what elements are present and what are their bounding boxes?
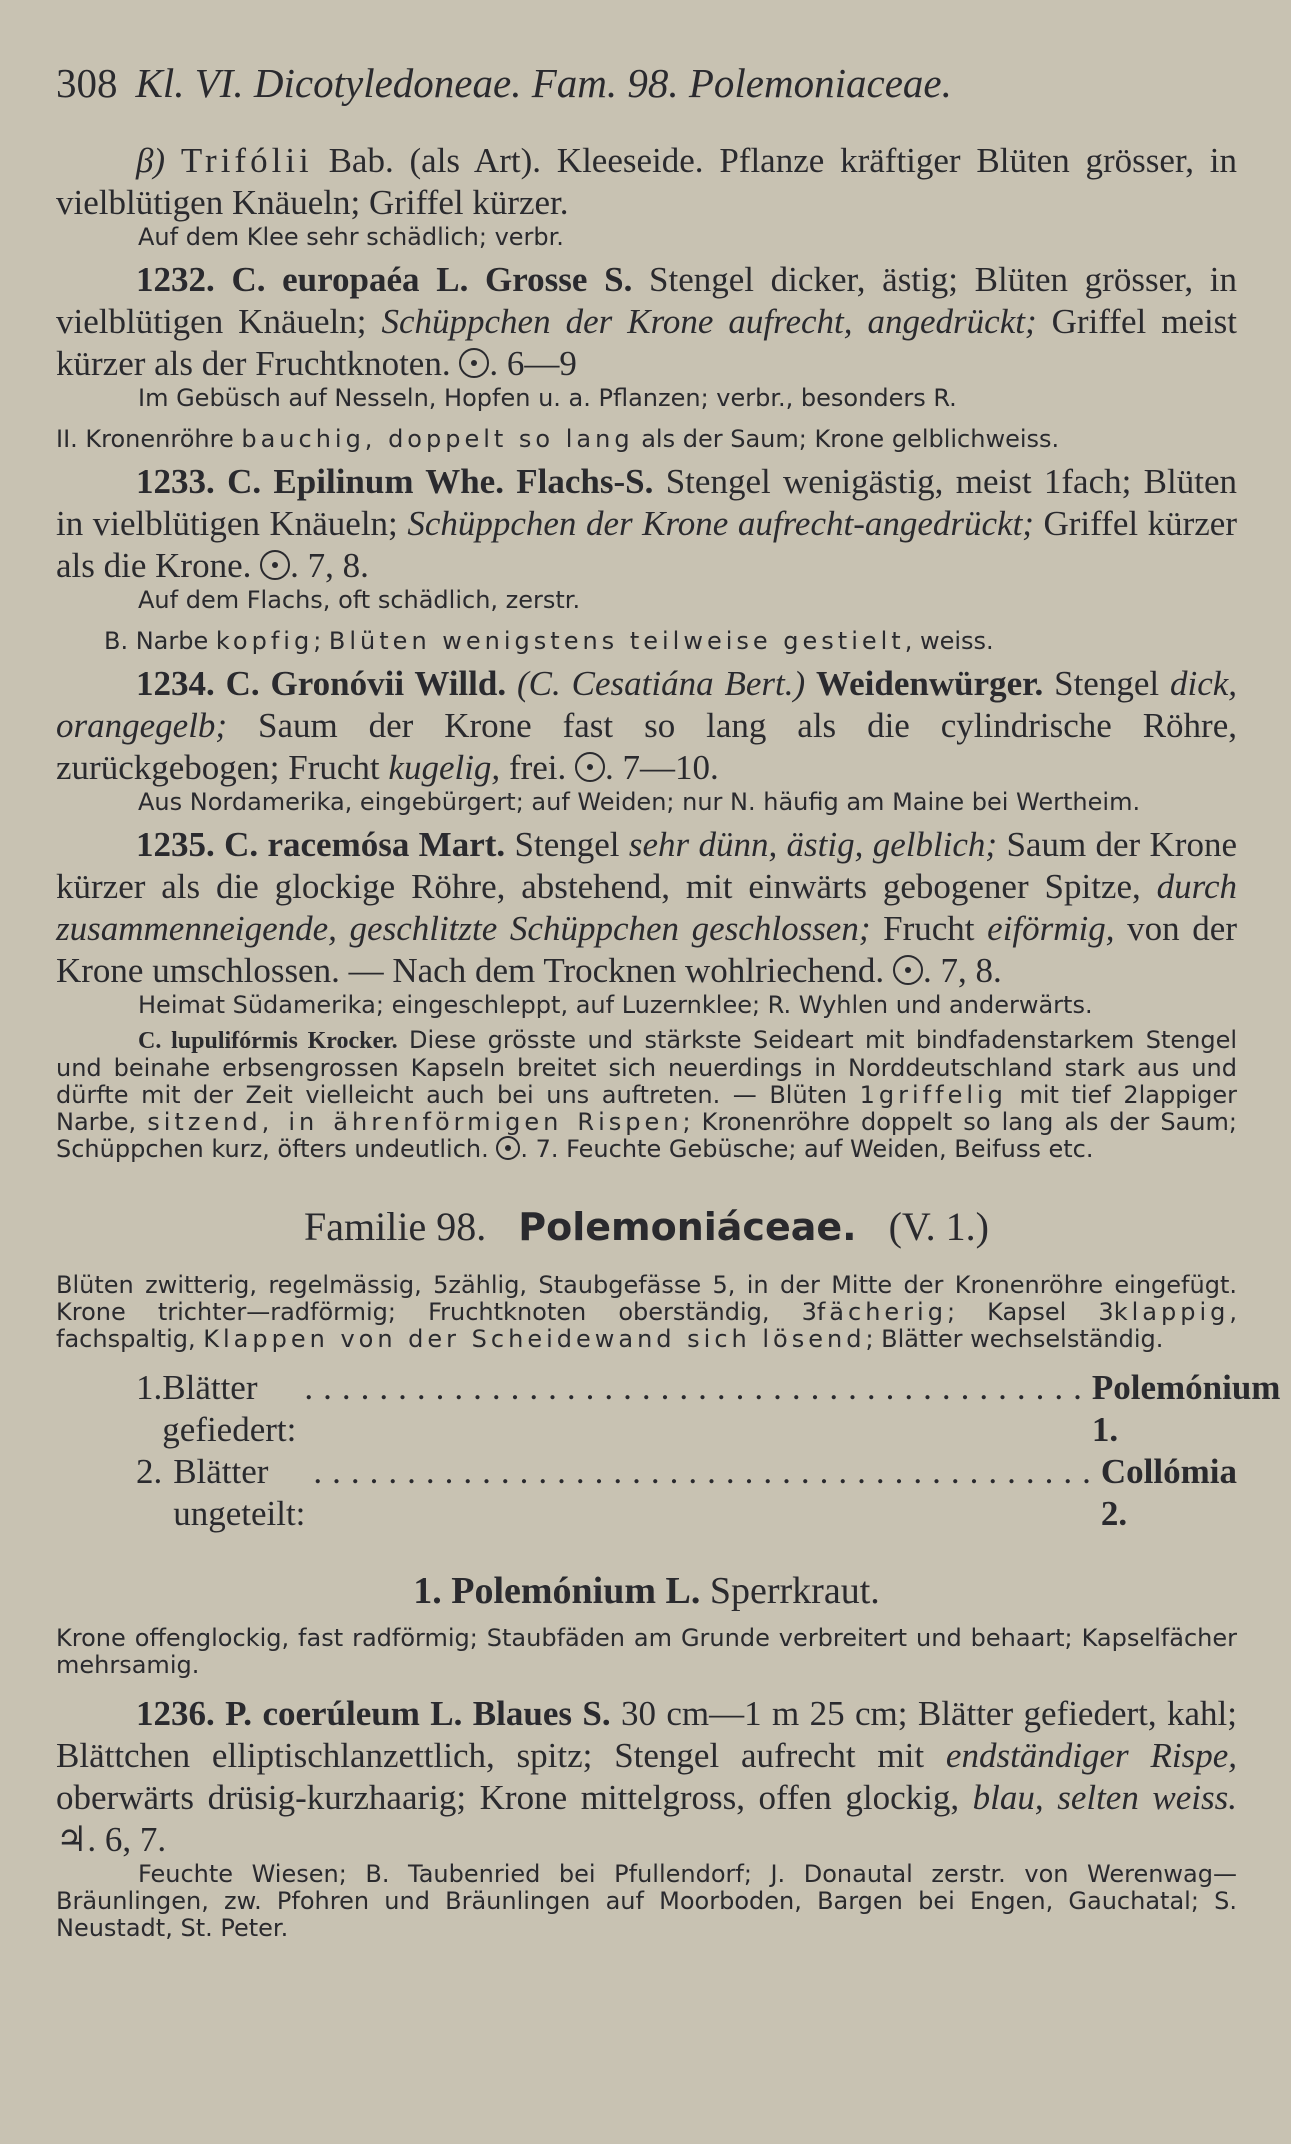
key-label: Blätter ungeteilt: <box>173 1452 306 1533</box>
family-heading <box>56 1203 1237 1250</box>
species-name: C. Epilinum Whe. <box>227 462 504 501</box>
annual-symbol-icon <box>459 348 489 378</box>
species-name: C. Gronóvii Willd. <box>225 664 507 703</box>
entry-1233: 1233. C. Epilinum Whe. Flachs-S. Stengel wenigästig, meist 1fach; Blüten in vielblütigen Knäueln; Schüppchen der Krone aufrecht-angedrückt; Griffel kürzer als die Krone. . 7, 8. <box>56 462 1238 585</box>
description: Frucht <box>883 909 975 948</box>
description-italic: endständiger Rispe, <box>945 1736 1237 1775</box>
entry-note: Heimat Südamerika; eingeschleppt, auf Luzernklee; R. Wyhlen und anderwärts. <box>138 991 1093 1019</box>
group-prefix: II. Kronenröhre <box>56 425 234 453</box>
group-text: ; <box>313 627 329 655</box>
description: Saum der Krone fast so lang als die cylindrische Röhre, zurückgebogen; Frucht <box>56 706 1237 787</box>
description: oberwärts drüsig-kurzhaarig; Krone mittelgross, offen glockig, <box>56 1778 960 1817</box>
entry-note: Auf dem Klee sehr schädlich; verbr. <box>138 223 564 251</box>
group-text: als der Saum; Krone gelblichweiss. <box>641 425 1060 453</box>
annual-symbol-icon <box>575 752 605 782</box>
flowering-months: 6—9 <box>506 344 577 383</box>
entry-note: Im Gebüsch auf Nesseln, Hopfen u. a. Pflanzen; verbr., besonders R. <box>138 384 957 412</box>
genus-heading <box>56 1569 1237 1613</box>
description-spaced: sitzend, in ährenförmigen Rispen <box>147 1108 683 1136</box>
variety-name: Trifólii <box>180 141 313 180</box>
linnaean-class: (V. 1.) <box>888 1204 989 1249</box>
entry-trifolii <box>56 140 1237 224</box>
species-name: C. lupulifórmis Krocker. <box>138 1028 398 1054</box>
family-text: ; Blätter wechselständig. <box>865 1325 1164 1353</box>
description-italic: eiförmig, <box>987 909 1115 948</box>
description-italic: Schüppchen der Krone aufrecht, angedrückt; <box>381 302 1037 341</box>
description-italic: sehr dünn, ästig, gelblich; <box>628 825 998 864</box>
description: Stengel wenigästig, meist 1fach; Blüten in vielblütigen Knäueln; <box>56 462 1237 543</box>
entry-note: Auf dem Flachs, oft schädlich, zerstr. <box>138 586 581 614</box>
key-leader-dots: .......................................... <box>313 1452 1101 1491</box>
entry-1236 <box>56 1693 1237 1861</box>
key-genus: Polemónium 1. <box>1091 1368 1281 1449</box>
synonym: (C. Cesatiána Bert.) <box>517 664 806 703</box>
description: Stengel <box>1054 664 1160 703</box>
species-name: P. coerúleum L. <box>225 1694 463 1733</box>
common-name: Blaues S. <box>472 1694 611 1733</box>
entry-number: 1234. <box>136 664 215 703</box>
flowering-months: 7, 8. <box>940 951 1002 990</box>
description: frei. <box>508 748 567 787</box>
entry-number: 1233. <box>136 462 215 501</box>
entry-note: Feuchte Wiesen; B. Taubenried bei Pfullendorf; J. Donautal zerstr. von Werenwag—Bräunlingen, zw. Pfohren und Bräunlingen auf Moorboden, Bargen bei Engen, Gauchatal; S. Neustadt, St. Peter. <box>56 1860 1237 1942</box>
key-number: 1. <box>136 1368 163 1407</box>
genus-common-name: Sperrkraut. <box>709 1570 880 1612</box>
group-text: , weiss. <box>904 627 994 655</box>
description: Griffel meist kürzer als der Fruchtknoten. <box>56 302 1238 383</box>
description: Stengel dicker, ästig; Blüten grösser, in vielblütigen Knäueln; <box>56 260 1238 341</box>
running-title: Kl. VI. Dicotyledoneae. Fam. 98. Polemoniaceae. <box>135 60 952 106</box>
family-text: Blüten zwitterig, regelmässig, 5zählig, Staubgefässe 5, in der Mitte der Kronenröhre eingefügt. Krone trichter—radförmig; Fruchtknoten oberständig, 3 <box>56 1271 1237 1326</box>
family-text: ; Kapsel 3 <box>946 1298 1114 1326</box>
description: 30 cm—1 m 25 cm; Blätter gefiedert, kahl; Blättchen elliptischlanzettlich, spitz; Stengel aufrecht mit <box>56 1694 1237 1775</box>
entry-1234: 1234. C. Gronóvii Willd. (C. Cesatiána Bert.) Weidenwürger. Stengel dick, orangegelb; Saum der Krone fast so lang als die cylindrische Röhre, zurückgebogen; Frucht kugelig, frei. . 7—10. <box>56 664 1238 787</box>
variety-description: Bab. (als Art). Kleeseide. Pflanze kräftiger Blüten grösser, in vielblütigen Knäueln; Griffel kürzer. <box>56 141 1237 222</box>
group-prefix: B. Narbe <box>104 627 209 655</box>
family-name: Polemoniáceae. <box>518 1205 857 1249</box>
entry-note: Aus Nordamerika, eingebürgert; auf Weiden; nur N. häufig am Maine bei Wertheim. <box>138 788 1141 816</box>
family-text: , fachspaltig, <box>56 1298 1238 1353</box>
group-spaced-text: Blüten wenigstens teilweise gestielt <box>328 627 905 655</box>
page-header <box>56 50 1237 116</box>
description: 7. Feuchte Gebüsche; auf Weiden, Beifuss etc. <box>535 1135 1094 1163</box>
key-row <box>56 1451 1237 1535</box>
group-spaced-text: bauchig, doppelt so lang <box>241 425 634 453</box>
perennial-and-months: ♃. 6, 7. <box>56 1820 167 1859</box>
description: Saum der Krone kürzer als die glockige Röhre, abstehend, mit einwärts gebogener Spitze, <box>56 825 1237 906</box>
entry-1235: 1235. C. racemósa Mart. Stengel sehr dünn, ästig, gelblich; Saum der Krone kürzer als die glockige Röhre, abstehend, mit einwärts gebogener Spitze, durch zusammenneigende, geschlitzte Schüppchen geschlossen; Frucht eiförmig, von der Krone umschlossen. — Nach dem Trocknen wohlriechend. . 7, 8. <box>56 825 1237 990</box>
annual-symbol-icon <box>496 1136 520 1160</box>
annual-symbol-icon <box>260 550 290 580</box>
genus-name: 1. Polemónium L. <box>413 1570 701 1612</box>
family-spaced-text: klappig <box>1113 1298 1230 1326</box>
group-spaced-text: kopfig <box>215 627 314 655</box>
species-name: C. racemósa Mart. <box>224 825 506 864</box>
flowering-months: 7—10. <box>622 748 719 787</box>
genus-description: Krone offenglockig, fast radförmig; Staubfäden am Grunde verbreitert und behaart; Kapselfächer mehrsamig. <box>56 1624 1237 1679</box>
description-italic: kugelig, <box>388 748 501 787</box>
description-italic: dick, orangegelb; <box>56 664 1238 745</box>
entry-number: 1235. <box>136 825 215 864</box>
family-label: Familie 98. <box>304 1204 487 1249</box>
description-spaced: 1griffelig <box>859 1081 1007 1109</box>
family-description <box>56 1272 1237 1353</box>
description-italic: blau, selten weiss. <box>972 1778 1237 1817</box>
description-italic: durch zusammenneigende, geschlitzte Schüppchen geschlossen; <box>56 867 1237 948</box>
common-name: Grosse S. <box>485 260 633 299</box>
description-italic: Schüppchen der Krone aufrecht-angedrückt; <box>407 504 1034 543</box>
family-spaced-text: fächerig <box>816 1298 947 1326</box>
description: Griffel kürzer als die Krone. <box>56 504 1238 585</box>
entry-lupuliformis: C. lupulifórmis Krocker. Diese grösste und stärkste Seideart mit bindfadenstarkem Stengel und beinahe erbsengrossen Kapseln breitet sich neuerdings in Norddeutschland stark aus und dürfte mit der Zeit vielleicht auch bei uns auftreten. — Blüten 1griffelig mit tief 2lappiger Narbe, sitzend, in ährenförmigen Rispen; Kronenröhre doppelt so lang als der Saum; Schüppchen kurz, öfters undeutlich. . 7. Feuchte Gebüsche; auf Weiden, Beifuss etc. <box>56 1026 1237 1163</box>
common-name: Flachs-S. <box>516 462 654 501</box>
key-leader-dots: .......................................... <box>304 1368 1092 1407</box>
family-spaced-text: Klappen von der Scheidewand sich lösend <box>203 1325 866 1353</box>
key-number: 2. <box>136 1452 163 1491</box>
common-name: Weidenwürger. <box>816 664 1044 703</box>
description: von der Krone umschlossen. — Nach dem Trocknen wohlriechend. <box>56 909 1237 990</box>
entry-number: 1236. <box>136 1694 215 1733</box>
flowering-months: 7, 8. <box>307 546 369 585</box>
description: mit tief 2lappiger Narbe, <box>56 1081 1237 1136</box>
key-row <box>56 1367 1281 1451</box>
entry-1232: 1232. C. europaéa L. Grosse S. Stengel dicker, ästig; Blüten grösser, in vielblütigen Knäueln; Schüppchen der Krone aufrecht, angedrückt; Griffel meist kürzer als der Fruchtknoten. . 6—9 <box>56 260 1238 383</box>
description: Stengel <box>514 825 620 864</box>
group-heading <box>56 426 1237 453</box>
description: Diese grösste und stärkste Seideart mit bindfadenstarkem Stengel und beinahe erbsengrossen Kapseln breitet sich neuerdings in Norddeutschland stark aus und dürfte mit der Zeit vielleicht auch bei uns auftreten. — Blüten <box>56 1026 1237 1109</box>
page-number: 308 <box>56 60 118 106</box>
key-label: Blätter gefiedert: <box>162 1368 297 1449</box>
group-heading <box>56 628 1237 655</box>
key-genus: Collómia 2. <box>1100 1452 1237 1533</box>
species-name: C. europaéa L. <box>231 260 469 299</box>
variety-marker: β) <box>136 141 166 180</box>
description: ; Kronenröhre doppelt so lang als der Saum; Schüppchen kurz, öfters undeutlich. <box>56 1108 1237 1163</box>
entry-number: 1232. <box>136 260 215 299</box>
annual-symbol-icon <box>893 955 923 985</box>
